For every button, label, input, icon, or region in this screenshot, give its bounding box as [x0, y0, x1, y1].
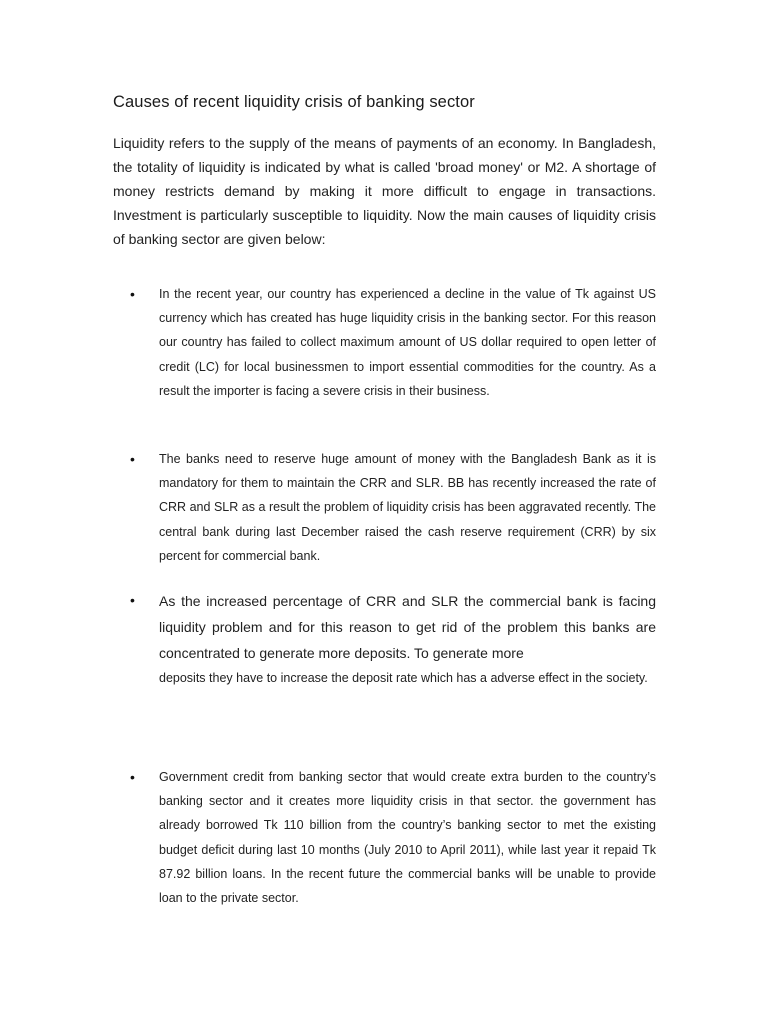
intro-paragraph: Liquidity refers to the supply of the means of payments of an economy. In Bangladesh, the totality of liquidity is indicated by what is called 'broad money' or M2. A shortage of money restricts demand by making it more difficult to engage in transactions. Investment is particularly susceptible to liquidity. Now the main causes of liquidity crisis of banking sector are given below: — [113, 135, 656, 247]
bullet-icon: • — [130, 592, 135, 608]
bullet-icon: • — [130, 769, 135, 785]
bullet-icon: • — [130, 286, 135, 302]
list-item-text: The banks need to reserve huge amount of money with the Bangladesh Bank as it is mandatory for them to maintain the CRR and SLR. BB has recently increased the rate of CRR and SLR as a result the problem of liquidity crisis has been aggravated recently. The central bank during last December raised the cash reserve requirement (CRR) by six percent for commercial bank. — [159, 452, 656, 563]
bullet-icon: • — [130, 451, 135, 467]
list-item-text-large: As the increased percentage of CRR and SLR the commercial bank is facing liquidity problem and for this reason to get rid of the problem this banks are concentrated to generate more deposits. To generate more — [159, 593, 656, 661]
list-item-text — [159, 588, 656, 690]
list-item-text: In the recent year, our country has experienced a decline in the value of Tk against US currency which has created has huge liquidity crisis in the banking sector. For this reason our country has failed to collect maximum amount of US dollar required to open letter of credit (LC) for local businessmen to import essential commodities for the country. As a result the importer is facing a severe crisis in their business. — [159, 287, 656, 398]
document-title: Causes of recent liquidity crisis of banking sector — [113, 93, 475, 111]
list-item-text: Government credit from banking sector that would create extra burden to the country’s banking sector and it creates more liquidity crisis in that sector. the government has already borrowed Tk 110 billion from the country’s banking sector to met the existing budget deficit during last 10 months (July 2010 to April 2011), while last year it repaid Tk 87.92 billion loans. In the recent future the commercial banks will be unable to provide loan to the private sector. — [159, 770, 656, 906]
list-item-text-small: deposits they have to increase the deposit rate which has a adverse effect in the society. — [159, 671, 648, 685]
